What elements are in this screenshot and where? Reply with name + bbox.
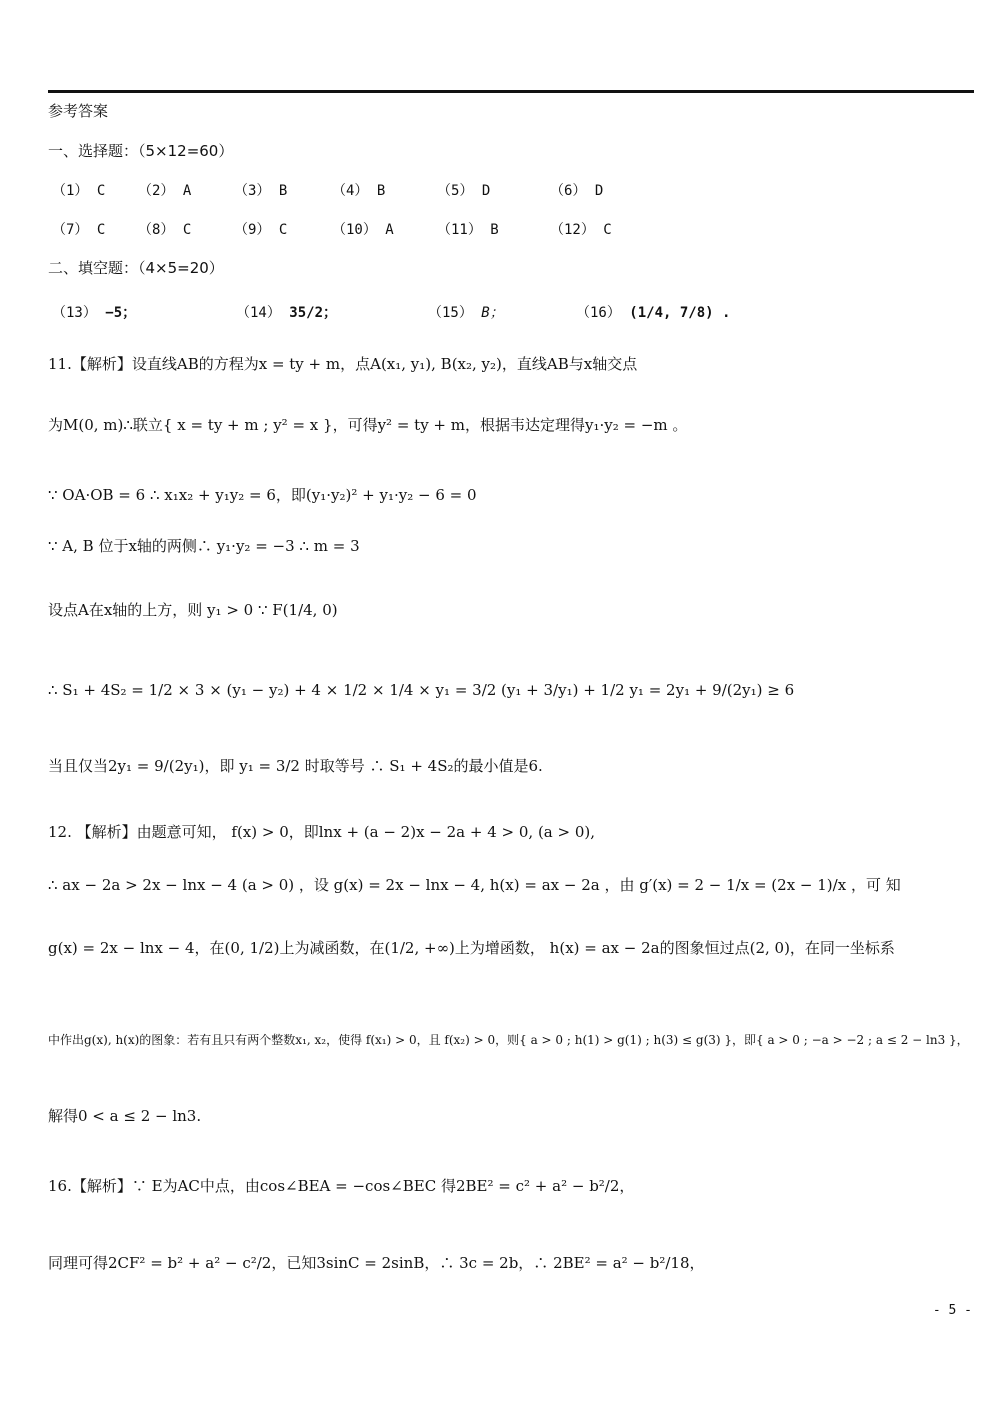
solution-12-line-5: 解得0 < a ≤ 2 − ln3.: [48, 1107, 202, 1125]
page-number: - 5 -: [932, 1303, 972, 1318]
answer-6: （6） D: [550, 183, 604, 199]
section-fill-title: 二、填空题：（4×5=20）: [48, 259, 224, 277]
blank-15: （15） B；: [428, 305, 504, 321]
blank-16: （16） (1/4, 7/8) .: [576, 305, 731, 321]
answer-2: （2） A: [138, 183, 192, 199]
answer-5: （5） D: [437, 183, 491, 199]
solution-12-line-3: g(x) = 2x − lnx − 4，在(0, 1/2)上为减函数，在(1/2, +∞)上为增函数， h(x) = ax − 2a的图象恒过点(2, 0)，在同一坐标系: [48, 939, 895, 957]
solution-16-line-2: 同理可得2CF² = b² + a² − c²/2，已知3sinC = 2sinB，∴ 3c = 2b，∴ 2BE² = a² − b²/18，: [48, 1254, 705, 1272]
answer-11: （11） B: [437, 222, 499, 238]
answer-10: （10） A: [332, 222, 394, 238]
answer-9: （9） C: [234, 222, 288, 238]
answer-4: （4） B: [332, 183, 386, 199]
solution-11-line-4: ∵ A, B 位于x轴的两侧∴ y₁·y₂ = −3 ∴ m = 3: [48, 537, 360, 555]
blank-14: （14） 35/2；: [236, 305, 338, 321]
answer-12: （12） C: [550, 222, 612, 238]
solution-11-line-1: 11.【解析】设直线AB的方程为x = ty + m，点A(x₁, y₁), B(x₂, y₂)，直线AB与x轴交点: [48, 355, 638, 373]
solution-11-line-7: 当且仅当2y₁ = 9/(2y₁)，即 y₁ = 3/2 时取等号 ∴ S₁ + 4S₂的最小值是6.: [48, 757, 543, 775]
answer-8: （8） C: [138, 222, 192, 238]
solution-11-line-2: 为M(0, m)∴联立{ x = ty + m ; y² = x }，可得y² = ty + m，根据韦达定理得y₁·y₂ = −m 。: [48, 416, 688, 434]
solution-16-line-1: 16.【解析】∵ E为AC中点，由cos∠BEA = −cos∠BEC 得2BE² = c² + a² − b²/2，: [48, 1177, 635, 1195]
answer-1: （1） C: [52, 183, 106, 199]
solution-11-line-3: ∵ OA·OB = 6 ∴ x₁x₂ + y₁y₂ = 6，即(y₁·y₂)² + y₁·y₂ − 6 = 0: [48, 486, 477, 504]
solution-12-line-4: 中作出g(x), h(x)的图象：若有且只有两个整数x₁, x₂，使得 f(x₁) > 0，且 f(x₂) > 0，则{ a > 0 ; h(1) > g(1) ; h(3) ≤ g(3) }，即{ a > 0 ; −a > −2 ; a ≤ 2 − ln3 }，: [48, 1033, 969, 1047]
header-title: 参考答案: [48, 102, 109, 120]
section-choice-title: 一、选择题：（5×12=60）: [48, 142, 234, 160]
solution-12-line-2: ∴ ax − 2a > 2x − lnx − 4 (a > 0) ，设 g(x) = 2x − lnx − 4, h(x) = ax − 2a ，由 g′(x) = 2 − 1/x = (2x − 1)/x ，可 知: [48, 876, 901, 894]
solution-11-line-6: ∴ S₁ + 4S₂ = 1/2 × 3 × (y₁ − y₂) + 4 × 1/2 × 1/4 × y₁ = 3/2 (y₁ + 3/y₁) + 1/2 y₁ = 2y₁ + 9/(2y₁) ≥ 6: [48, 681, 795, 699]
answer-3: （3） B: [234, 183, 288, 199]
solution-11-line-5: 设点A在x轴的上方，则 y₁ > 0 ∵ F(1/4, 0): [48, 601, 338, 619]
blank-13: （13） −5；: [52, 305, 137, 321]
answer-7: （7） C: [52, 222, 106, 238]
solution-12-line-1: 12. 【解析】由题意可知， f(x) > 0，即lnx + (a − 2)x − 2a + 4 > 0, (a > 0),: [48, 823, 596, 841]
header-rule: [48, 90, 974, 93]
